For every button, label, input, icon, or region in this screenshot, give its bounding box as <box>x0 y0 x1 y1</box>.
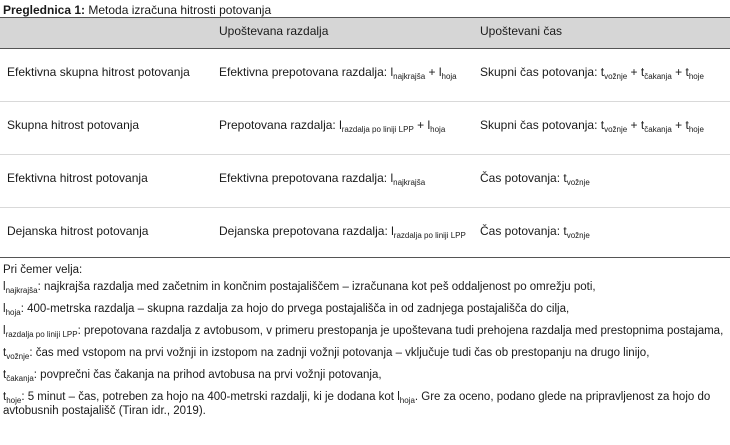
header-col-time: Upoštevani čas <box>480 24 563 38</box>
table-bottom-rule <box>0 257 730 258</box>
table-caption <box>3 3 271 17</box>
table-row <box>0 155 730 208</box>
row-time: Čas potovanja: $t_{vožnje}$ <box>480 224 590 240</box>
row-name: Skupna hitrost potovanja <box>7 118 140 132</box>
header-col-distance: Upoštevana razdalja <box>219 24 329 38</box>
notes-intro: Pri čemer velja: <box>3 264 83 276</box>
note-item: $t_{čakanja}$: povprečni čas čakanja na prihod avtobusa na prvi vožnji potovanja, <box>3 369 382 383</box>
table-row <box>0 49 730 102</box>
row-distance: Efektivna prepotovana razdalja: $l_{najkrajša} + l_{hoja}$ <box>219 65 457 81</box>
row-time: Skupni čas potovanja: $t_{vožnje} + t_{čakanja} + t_{hoje}$ <box>480 65 704 81</box>
note-item: $t_{vožnje}$: čas med vstopom na prvi vožnji in izstopom na zadnji vožnji potovanja – vključuje tudi čas ob prestopanju na drugo linijo, <box>3 347 650 361</box>
note-item: $l_{najkrajša}$: najkrajša razdalja med začetnim in končnim postajališčem – izračunana kot peš oddaljenost po omrežju poti, <box>3 281 596 295</box>
note-item: $t_{hoje}$: 5 minut – čas, potreben za hojo na 400-metrski razdalji, ki je dodana kot $l_{hoja}$. Gre za oceno, podano glede na pripravljenost za hojo do avtobusnih postajališč (Tiran idr., 2019). <box>3 391 711 417</box>
caption-label: Preglednica 1: <box>3 3 86 17</box>
speed-method-table <box>0 17 730 260</box>
row-distance: Prepotovana razdalja: $l_{razdalja po liniji LPP} + l_{hoja}$ <box>219 118 446 134</box>
row-distance: Dejanska prepotovana razdalja: $l_{razdalja po liniji LPP}$ <box>219 224 466 240</box>
table-header <box>0 17 730 49</box>
row-time: Čas potovanja: $t_{vožnje}$ <box>480 171 590 187</box>
row-name: Efektivna hitrost potovanja <box>7 171 148 185</box>
table-row <box>0 208 730 260</box>
note-item: $l_{hoja}$: 400-metrska razdalja – skupna razdalja za hojo do prvega postajališča in od zadnjega postajališča do cilja, <box>3 303 570 317</box>
note-item: $l_{razdalja po liniji LPP}$: prepotovana razdalja z avtobusom, v primeru prestopanja je upoštevana tudi prehojena razdalja med prestopnima postajama, <box>3 325 724 339</box>
row-time: Skupni čas potovanja: $t_{vožnje} + t_{čakanja} + t_{hoje}$ <box>480 118 704 134</box>
caption-title: Metoda izračuna hitrosti potovanja <box>88 3 272 17</box>
row-name: Dejanska hitrost potovanja <box>7 224 149 238</box>
table-row <box>0 102 730 155</box>
row-distance: Efektivna prepotovana razdalja: $l_{najkrajša}$ <box>219 171 426 187</box>
row-name: Efektivna skupna hitrost potovanja <box>7 65 190 79</box>
table-notes <box>3 263 727 418</box>
